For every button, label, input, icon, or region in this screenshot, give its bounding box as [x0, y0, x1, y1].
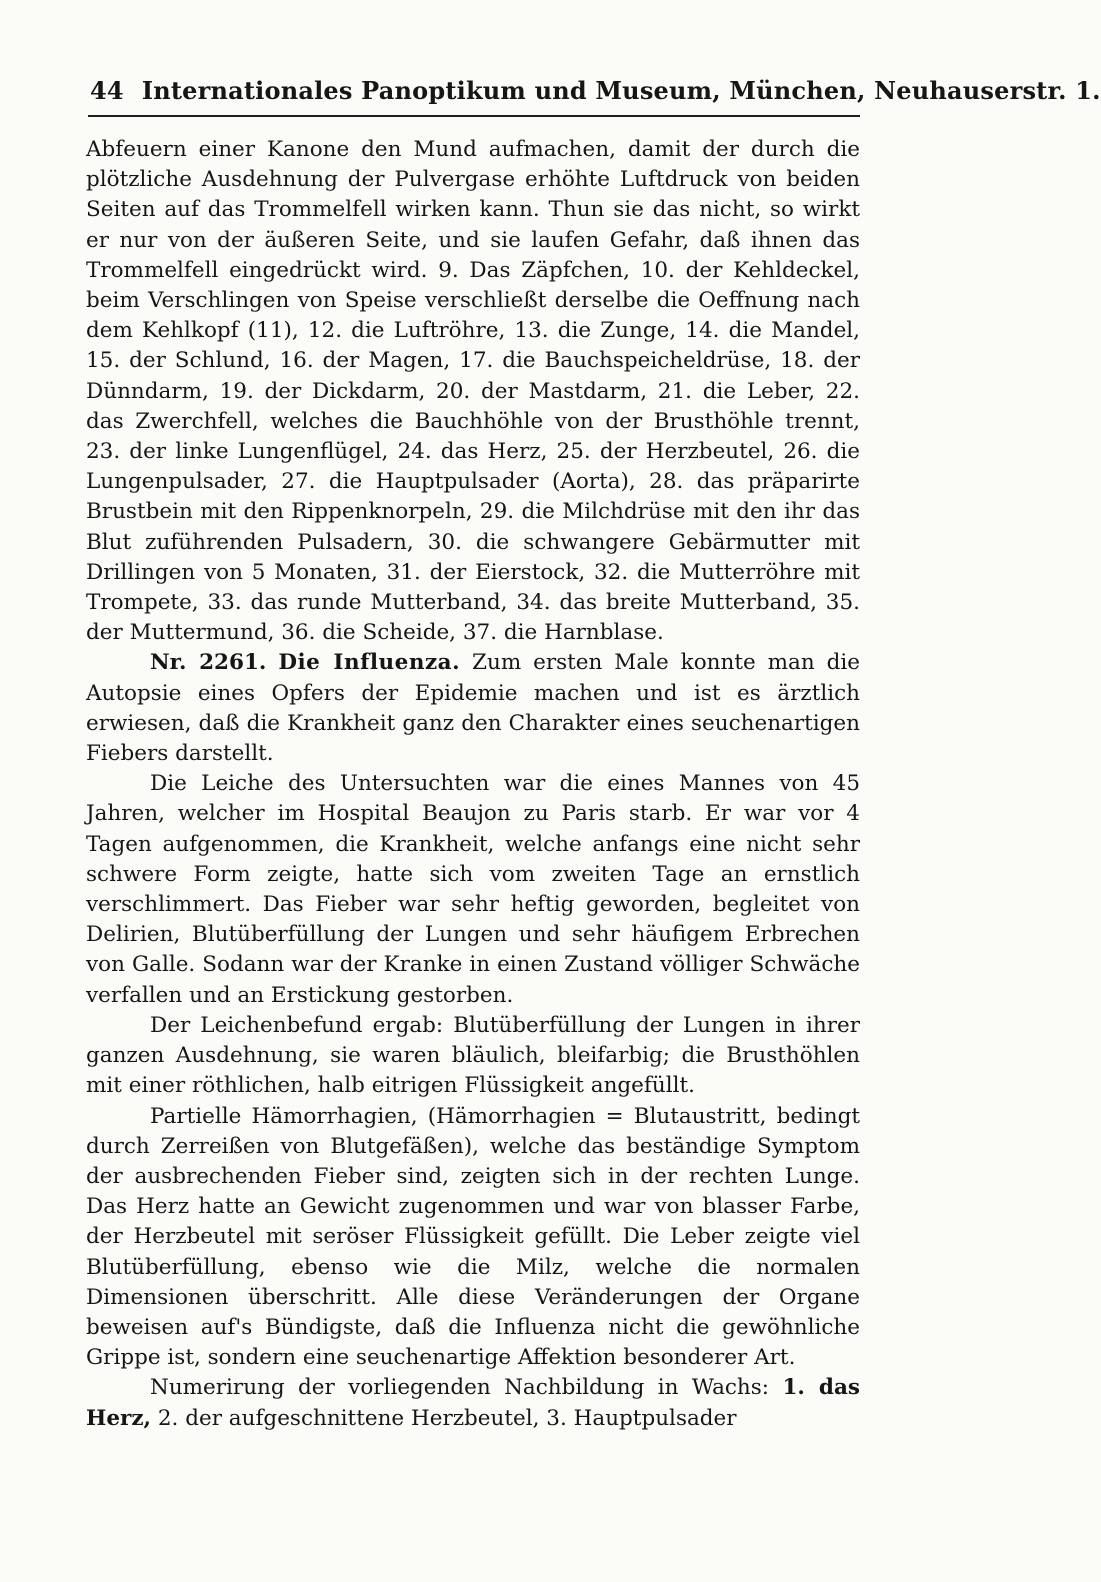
paragraph-findings: Der Leichenbefund ergab: Blutüberfüllung der Lungen in ihrer ganzen Ausdehnung, sie waren bläulich, bleifarbig; die Brusthöhlen mit einer röthlichen, halb eitrigen Flüssigkeit angefüllt. — [86, 1012, 860, 1099]
entry-title: Die Influenza. — [278, 650, 461, 676]
numbering-items: 2. der aufgeschnittene Herzbeutel, 3. Hauptpulsader — [157, 1405, 737, 1431]
page-number: 44 — [90, 76, 124, 105]
entry-intro-text: Zum ersten Male konnte man die Autopsie eines Opfers der Epidemie machen und ist es ärztlich erwiesen, daß die Krankheit ganz den Charakter eines seuchenartigen Fiebers darstellt. — [86, 650, 860, 767]
paragraph-entry-2261 — [86, 648, 860, 769]
header-rule — [88, 115, 860, 117]
running-head-title: Internationales Panoptikum und Museum, München, Neuhauserstr. 1. — [141, 76, 1101, 105]
entry-number: Nr. 2261. — [150, 650, 267, 676]
numbering-item-1: 1. das Herz, — [86, 1375, 861, 1431]
paragraph-hemorrhage: Partielle Hämorrhagien, (Hämorrhagien = Blutaustritt, bedingt durch Zerreißen von Blutgefäßen), welche das beständige Symptom der ausbrechenden Fieber sind, zeigten sich in der rechten Lunge. Das Herz hatte an Gewicht zugenommen und war von blasser Farbe, der Herzbeutel mit seröser Flüssigkeit gefüllt. Die Leber zeigte viel Blutüberfüllung, ebenso wie die Milz, welche die normalen Dimensionen überschritt. Alle diese Veränderungen der Organe beweisen auf's Bündigste, daß die Influenza nicht die gewöhnliche Grippe ist, sondern eine seuchenartige Affektion besonderer Art. — [86, 1103, 860, 1371]
body-text — [86, 135, 860, 1434]
running-head — [86, 76, 1101, 105]
paragraph-continuation: Abfeuern einer Kanone den Mund aufmachen, damit der durch die plötzliche Ausdehnung der Pulvergase erhöhte Luftdruck von beiden Seiten auf das Trommelfell wirken kann. Thun sie das nicht, so wirkt er nur von der äußeren Seite, und sie laufen Gefahr, daß ihnen das Trommelfell eingedrückt wird. 9. Das Zäpfchen, 10. der Kehldeckel, beim Verschlingen von Speise verschließt derselbe die Oeffnung nach dem Kehlkopf (11), 12. die Luftröhre, 13. die Zunge, 14. die Mandel, 15. der Schlund, 16. der Magen, 17. die Bauchspeicheldrüse, 18. der Dünndarm, 19. der Dickdarm, 20. der Mastdarm, 21. die Leber, 22. das Zwerchfell, welches die Bauchhöhle von der Brusthöhle trennt, 23. der linke Lungenflügel, 24. das Herz, 25. der Herzbeutel, 26. die Lungenpulsader, 27. die Hauptpulsader (Aorta), 28. das präparirte Brustbein mit den Rippenknorpeln, 29. die Milchdrüse mit den ihr das Blut zuführenden Pulsadern, 30. die schwangere Gebärmutter mit Drillingen von 5 Monaten, 31. der Eierstock, 32. die Mutterröhre mit Trompete, 33. das runde Mutterband, 34. das breite Mutterband, 35. der Muttermund, 36. die Scheide, 37. die Harnblase. — [86, 137, 860, 646]
numbering-intro: Numerirung der vorliegenden Nachbildung in Wachs: — [150, 1375, 770, 1401]
paragraph-autopsy: Die Leiche des Untersuchten war die eines Mannes von 45 Jahren, welcher im Hospital Beaujon zu Paris starb. Er war vor 4 Tagen aufgenommen, die Krankheit, welche anfangs eine nicht sehr schwere Form zeigte, hatte sich vom zweiten Tage an ernstlich verschlimmert. Das Fieber war sehr heftig geworden, begleitet von Delirien, Blutüberfüllung der Lungen und sehr häufigem Erbrechen von Galle. Sodann war der Kranke in einen Zustand völliger Schwäche verfallen und an Erstickung gestorben. — [86, 771, 860, 1008]
paragraph-numbering — [86, 1373, 860, 1433]
